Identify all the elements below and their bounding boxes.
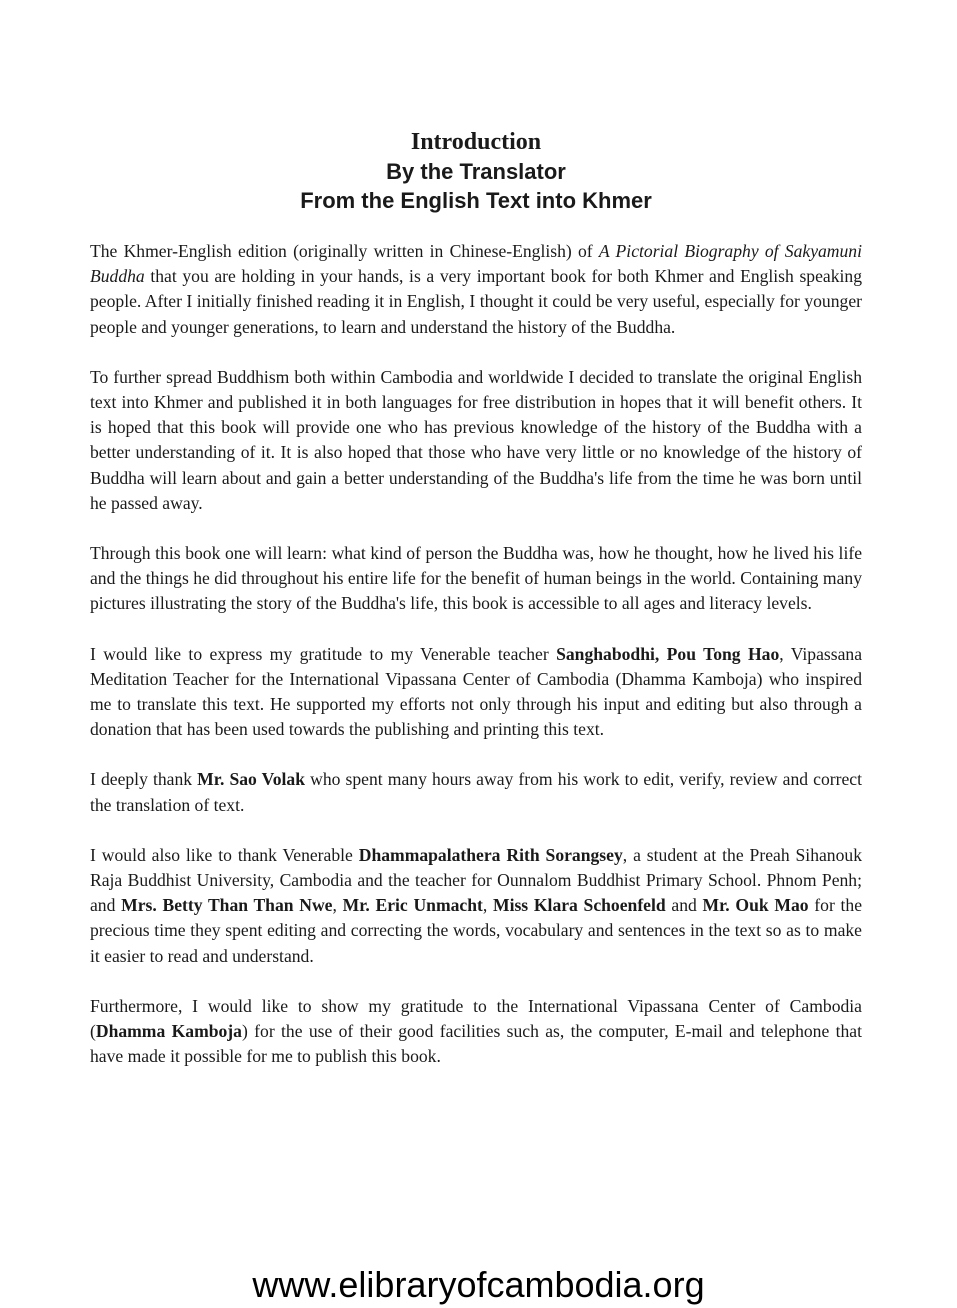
text-run: I would like to express my gratitude to my Venerable teacher [90, 643, 557, 664]
bold-name: Sanghabodhi, Pou Tong Hao [556, 643, 780, 664]
heading-block [90, 128, 862, 215]
text-run: that you are holding in your hands, is a very important book for both Khmer and English speaking people. After I initially finished reading it in English, I thought it could be very useful, especially for younger people and younger generations, to learn and understand the history of the Buddha. [90, 266, 862, 337]
paragraph-6 [90, 843, 862, 969]
text-run: Furthermore, I would like to show my gratitude to the International Vipassana Center of Cambodia ( [90, 995, 862, 1042]
page-subtitle: By the Translator [386, 159, 566, 184]
bold-name: Mr. Eric Unmacht [342, 895, 483, 916]
paragraph-4 [90, 642, 862, 743]
bold-name: Miss Klara Schoenfeld [492, 895, 666, 916]
text-run: , Vipassana Meditation Teacher for the International Vipassana Center of Cambodia (Dhamma Kamboja) who inspired me to translate this text. He supported my efforts not only through his input and editing but also through a donation that has been used towards the publishing and printing this text. [90, 643, 862, 740]
body-text [90, 239, 862, 1069]
text-run: , a student at the Preah Sihanouk Raja Buddhist University, Cambodia and the teacher for Ounnalom Buddhist Primary School. Phnom Penh; and [90, 844, 862, 916]
bold-name: Dhammapalathera Rith Sorangsey [358, 844, 623, 865]
page-title: Introduction [410, 129, 542, 155]
page-subtitle-2: From the English Text into Khmer [300, 188, 652, 213]
footer-url: www.elibraryofcambodia.org [252, 1264, 705, 1305]
paragraph-7 [90, 994, 862, 1070]
bold-name: Mr. Sao Volak [197, 769, 306, 790]
text-run: who spent many hours away from his work to edit, verify, review and correct the translation of text. [90, 769, 862, 815]
text-run: The Khmer-English edition (originally written in Chinese-English) of [90, 241, 599, 261]
paragraph-3: Through this book one will learn: what kind of person the Buddha was, how he thought, how he lived his life and the things he did throughout his entire life for the benefit of human beings in the world. Containing many pictures illustrating the story of the Buddha's life, this book is accessible to all ages and literacy levels. [90, 543, 862, 614]
paragraph-5 [90, 767, 862, 817]
document-page [90, 128, 862, 1094]
text-run: ) for the use of their good facilities such as, the computer, E-mail and telephone that have made it possible for me to publish this book. [90, 1021, 862, 1067]
paragraph-2: To further spread Buddhism both within Cambodia and worldwide I decided to translate the original English text into Khmer and published it in both languages for free distribution in hopes that it will benefit others. It is hoped that this book will provide one who has previous knowledge of the history of the Buddha with a better understanding of it. It is also hoped that those who have very little or no knowledge of the history of Buddha will learn about and gain a better understanding of the Buddha's life from the time he was born until he passed away. [90, 366, 862, 513]
text-run: I would also like to thank Venerable [90, 844, 359, 865]
text-run: for the precious time they spent editing and correcting the words, vocabulary and sentences in the text so as to make it easier to read and understand. [90, 895, 863, 966]
paragraph-1 [90, 239, 862, 340]
text-run: and [665, 895, 703, 916]
text-run: , [332, 895, 343, 916]
book-title: A Pictorial Biography of Sakyamuni Buddha [90, 241, 862, 287]
text-run: I deeply thank [90, 769, 198, 790]
text-run: , [482, 895, 493, 916]
bold-name: Mrs. Betty Than Than Nwe [121, 895, 333, 916]
bold-name: Mr. Ouk Mao [702, 895, 809, 916]
bold-name: Dhamma Kamboja [95, 1021, 242, 1042]
